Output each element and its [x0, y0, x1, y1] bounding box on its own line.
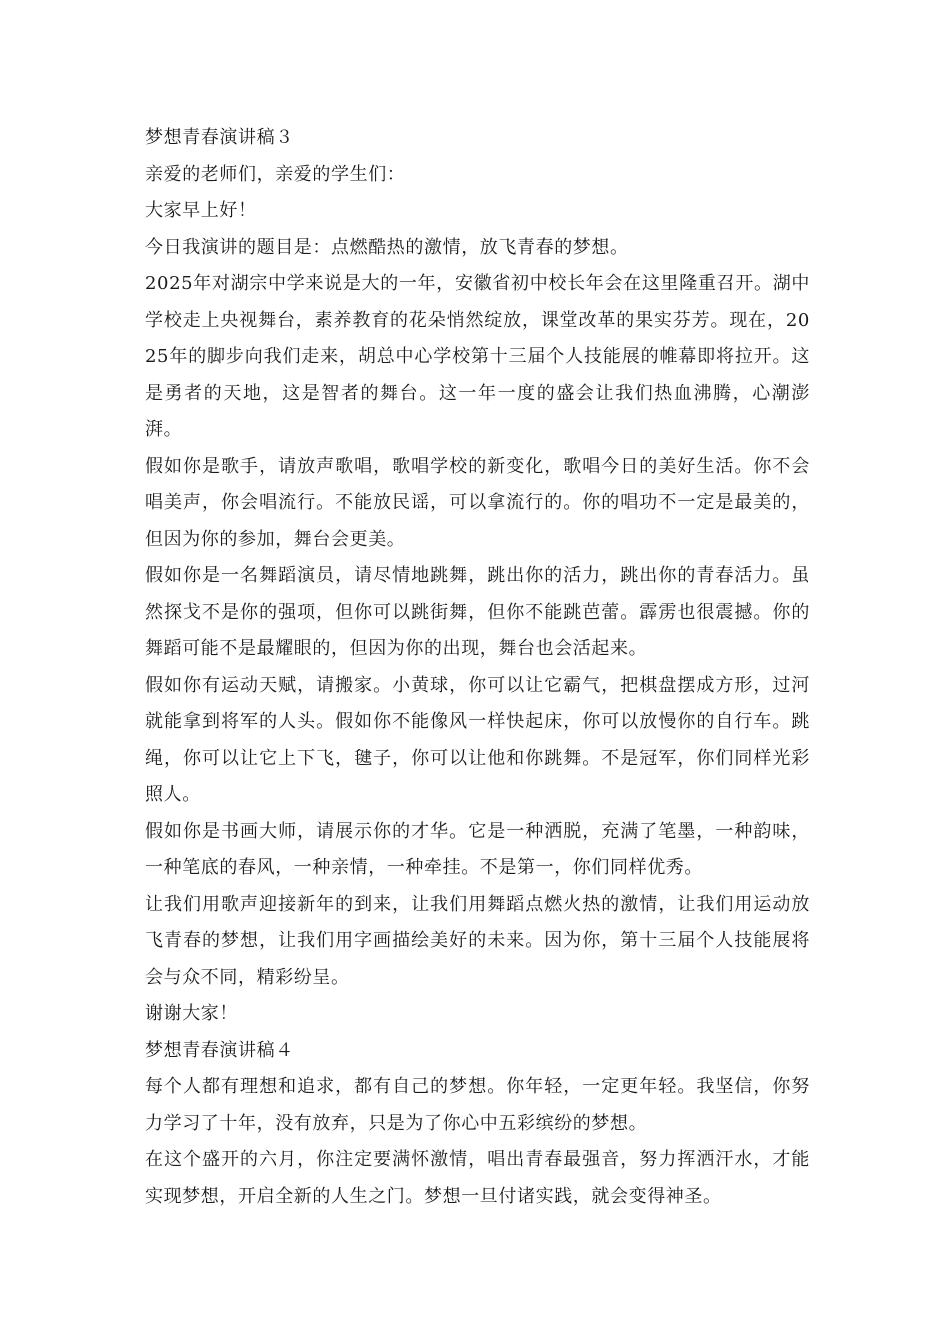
paragraph: 在这个盛开的六月，你注定要满怀激情，唱出青春最强音，努力挥洒汗水，才能实现梦想，开启全新的人生之门。梦想一旦付诸实践，就会变得神圣。 [145, 1149, 810, 1207]
paragraph: 假如你是歌手，请放声歌唱，歌唱学校的新变化，歌唱今日的美好生活。你不会唱美声，你会唱流行。不能放民谣，可以拿流行的。你的唱功不一定是最美的，但因为你的参加，舞台会更美。 [145, 455, 810, 550]
section-title: 梦想青春演讲稿４ [145, 1039, 294, 1061]
document-page [145, 120, 810, 1215]
salutation: 亲爱的老师们，亲爱的学生们： [145, 163, 406, 185]
paragraph: 假如你是一名舞蹈演员，请尽情地跳舞，跳出你的活力，跳出你的青春活力。虽然探戈不是你的强项，但你可以跳街舞，但你不能跳芭蕾。霹雳也很震撼。你的舞蹈可能不是最耀眼的，但因为你的出现，舞台也会活起来。 [145, 565, 810, 659]
paragraph: 今日我演讲的题目是：点燃酷热的激情，放飞青春的梦想。 [145, 236, 629, 258]
closing: 谢谢大家！ [145, 1003, 238, 1024]
paragraph: 每个人都有理想和追求，都有自己的梦想。你年轻，一定更年轻。我坚信，你努力学习了十年，没有放弃，只是为了你心中五彩缤纷的梦想。 [145, 1076, 810, 1134]
paragraph: 让我们用歌声迎接新年的到来，让我们用舞蹈点燃火热的激情，让我们用运动放飞青春的梦想，让我们用字画描绘美好的未来。因为你，第十三届个人技能展将会与众不同，精彩纷呈。 [145, 893, 810, 988]
paragraph: 2025年对湖宗中学来说是大的一年，安徽省初中校长年会在这里隆重召开。湖中学校走上央视舞台，素养教育的花朵悄然绽放，课堂改革的果实芬芳。现在，2025年的脚步向我们走来，胡总中心学校第十三届个人技能展的帷幕即将拉开。这是勇者的天地，这是智者的舞台。这一年一度的盛会让我们热血沸腾，心潮澎湃。 [145, 273, 810, 440]
paragraph: 假如你是书画大师，请展示你的才华。它是一种洒脱，充满了笔墨，一种韵味，一种笔底的春风，一种亲情，一种牵挂。不是第一，你们同样优秀。 [145, 820, 810, 878]
greeting: 大家早上好！ [145, 200, 257, 221]
paragraph: 假如你有运动天赋，请搬家。小黄球，你可以让它霸气，把棋盘摆成方形，过河就能拿到将军的人头。假如你不能像风一样快起床，你可以放慢你的自行车。跳绳，你可以让它上下飞，毽子，你可以让他和你跳舞。不是冠军，你们同样光彩照人。 [145, 674, 810, 805]
section-title: 梦想青春演讲稿３ [145, 127, 294, 148]
